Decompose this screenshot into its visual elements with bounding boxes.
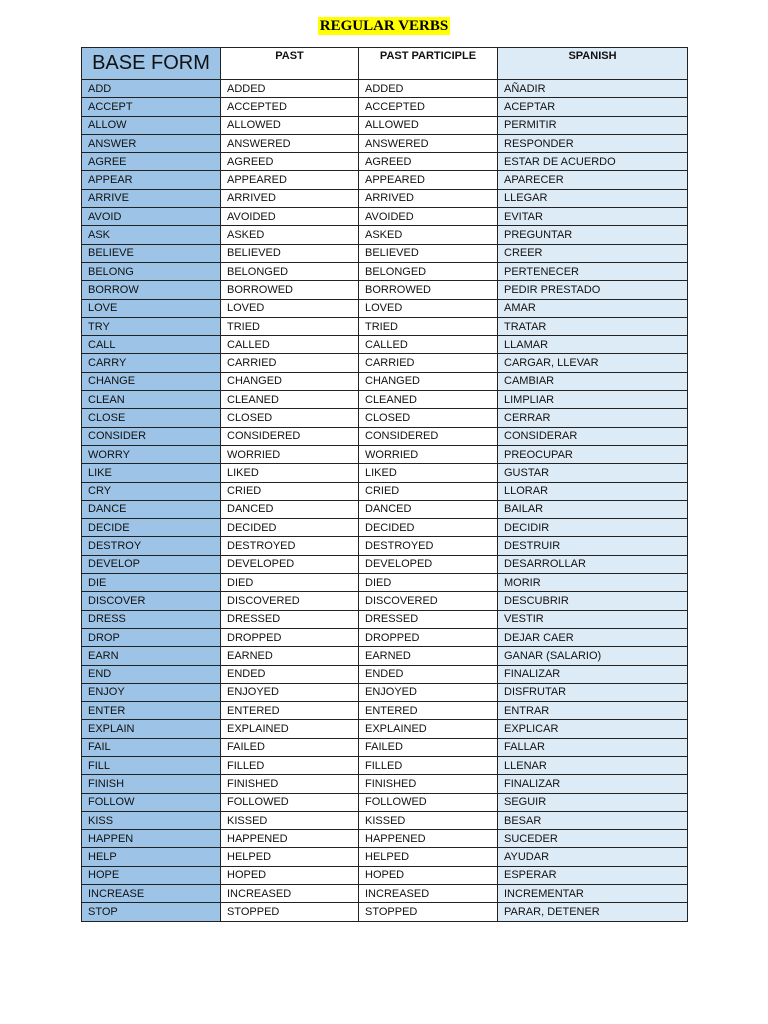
table-row bbox=[82, 244, 688, 262]
cell-spanish: CERRAR bbox=[498, 409, 688, 427]
table-row bbox=[82, 519, 688, 537]
cell-past: CONSIDERED bbox=[221, 427, 359, 445]
cell-past: DECIDED bbox=[221, 519, 359, 537]
cell-past-participle: ALLOWED bbox=[359, 116, 498, 134]
cell-past-participle: EARNED bbox=[359, 647, 498, 665]
cell-past-participle: DROPPED bbox=[359, 628, 498, 646]
cell-spanish: BESAR bbox=[498, 811, 688, 829]
cell-past: BELIEVED bbox=[221, 244, 359, 262]
cell-past-participle: DIED bbox=[359, 574, 498, 592]
table-row bbox=[82, 738, 688, 756]
cell-past-participle: DRESSED bbox=[359, 610, 498, 628]
cell-spanish: PERMITIR bbox=[498, 116, 688, 134]
cell-past: CLOSED bbox=[221, 409, 359, 427]
cell-past-participle: DANCED bbox=[359, 500, 498, 518]
cell-past-participle: DEVELOPED bbox=[359, 555, 498, 573]
table-row bbox=[82, 98, 688, 116]
table-row bbox=[82, 427, 688, 445]
cell-past-participle: EXPLAINED bbox=[359, 720, 498, 738]
table-row bbox=[82, 116, 688, 134]
table-row bbox=[82, 281, 688, 299]
cell-base-form: DESTROY bbox=[82, 537, 221, 555]
cell-past-participle: CLOSED bbox=[359, 409, 498, 427]
cell-past-participle: BORROWED bbox=[359, 281, 498, 299]
table-row bbox=[82, 574, 688, 592]
cell-spanish: CARGAR, LLEVAR bbox=[498, 354, 688, 372]
table-row bbox=[82, 482, 688, 500]
table-row bbox=[82, 354, 688, 372]
column-header-spanish: SPANISH bbox=[498, 48, 688, 80]
cell-past: STOPPED bbox=[221, 903, 359, 921]
cell-spanish: BAILAR bbox=[498, 500, 688, 518]
cell-past: KISSED bbox=[221, 811, 359, 829]
cell-past-participle: FOLLOWED bbox=[359, 793, 498, 811]
cell-past-participle: BELIEVED bbox=[359, 244, 498, 262]
cell-base-form: DISCOVER bbox=[82, 592, 221, 610]
cell-base-form: END bbox=[82, 665, 221, 683]
cell-past: EARNED bbox=[221, 647, 359, 665]
cell-base-form: BELONG bbox=[82, 262, 221, 280]
cell-past-participle: ENTERED bbox=[359, 702, 498, 720]
cell-past: ENDED bbox=[221, 665, 359, 683]
table-row bbox=[82, 683, 688, 701]
cell-spanish: AYUDAR bbox=[498, 848, 688, 866]
cell-base-form: BORROW bbox=[82, 281, 221, 299]
cell-past-participle: BELONGED bbox=[359, 262, 498, 280]
cell-past: DANCED bbox=[221, 500, 359, 518]
table-row bbox=[82, 537, 688, 555]
cell-past: ACCEPTED bbox=[221, 98, 359, 116]
cell-base-form: DECIDE bbox=[82, 519, 221, 537]
cell-spanish: GANAR (SALARIO) bbox=[498, 647, 688, 665]
cell-spanish: INCREMENTAR bbox=[498, 885, 688, 903]
cell-base-form: EARN bbox=[82, 647, 221, 665]
cell-base-form: FILL bbox=[82, 756, 221, 774]
table-row bbox=[82, 647, 688, 665]
cell-past: FAILED bbox=[221, 738, 359, 756]
cell-past: CRIED bbox=[221, 482, 359, 500]
cell-past: DIED bbox=[221, 574, 359, 592]
table-body bbox=[82, 80, 688, 922]
cell-past: CALLED bbox=[221, 336, 359, 354]
cell-past-participle: DESTROYED bbox=[359, 537, 498, 555]
table-row bbox=[82, 134, 688, 152]
cell-past-participle: APPEARED bbox=[359, 171, 498, 189]
cell-past-participle: TRIED bbox=[359, 317, 498, 335]
cell-past-participle: CARRIED bbox=[359, 354, 498, 372]
column-header-base-form: BASE FORM bbox=[82, 48, 221, 80]
cell-base-form: FOLLOW bbox=[82, 793, 221, 811]
cell-past-participle: CLEANED bbox=[359, 391, 498, 409]
cell-base-form: BELIEVE bbox=[82, 244, 221, 262]
table-row bbox=[82, 80, 688, 98]
cell-base-form: HELP bbox=[82, 848, 221, 866]
table-row bbox=[82, 409, 688, 427]
cell-past: ENJOYED bbox=[221, 683, 359, 701]
cell-spanish: DECIDIR bbox=[498, 519, 688, 537]
cell-past-participle: ARRIVED bbox=[359, 189, 498, 207]
table-row bbox=[82, 775, 688, 793]
cell-base-form: HOPE bbox=[82, 866, 221, 884]
cell-past: LOVED bbox=[221, 299, 359, 317]
cell-base-form: INCREASE bbox=[82, 885, 221, 903]
cell-past: INCREASED bbox=[221, 885, 359, 903]
cell-base-form: FAIL bbox=[82, 738, 221, 756]
cell-past: AVOIDED bbox=[221, 208, 359, 226]
cell-past-participle: ADDED bbox=[359, 80, 498, 98]
table-row bbox=[82, 665, 688, 683]
cell-spanish: LIMPLIAR bbox=[498, 391, 688, 409]
cell-past-participle: AGREED bbox=[359, 153, 498, 171]
cell-spanish: CAMBIAR bbox=[498, 372, 688, 390]
table-row bbox=[82, 610, 688, 628]
cell-base-form: FINISH bbox=[82, 775, 221, 793]
cell-base-form: DROP bbox=[82, 628, 221, 646]
cell-base-form: AGREE bbox=[82, 153, 221, 171]
cell-spanish: DISFRUTAR bbox=[498, 683, 688, 701]
table-row bbox=[82, 189, 688, 207]
cell-past-participle: ACCEPTED bbox=[359, 98, 498, 116]
cell-spanish: FALLAR bbox=[498, 738, 688, 756]
cell-spanish: ENTRAR bbox=[498, 702, 688, 720]
cell-past: FILLED bbox=[221, 756, 359, 774]
cell-base-form: TRY bbox=[82, 317, 221, 335]
cell-past: ARRIVED bbox=[221, 189, 359, 207]
cell-past-participle: FINISHED bbox=[359, 775, 498, 793]
cell-spanish: AÑADIR bbox=[498, 80, 688, 98]
cell-base-form: ASK bbox=[82, 226, 221, 244]
cell-past: BELONGED bbox=[221, 262, 359, 280]
cell-base-form: ALLOW bbox=[82, 116, 221, 134]
cell-past: TRIED bbox=[221, 317, 359, 335]
cell-spanish: LLORAR bbox=[498, 482, 688, 500]
cell-past-participle: HOPED bbox=[359, 866, 498, 884]
cell-spanish: DESARROLLAR bbox=[498, 555, 688, 573]
table-row bbox=[82, 317, 688, 335]
cell-past-participle: AVOIDED bbox=[359, 208, 498, 226]
table-row bbox=[82, 500, 688, 518]
cell-past-participle: ASKED bbox=[359, 226, 498, 244]
cell-spanish: APARECER bbox=[498, 171, 688, 189]
cell-past: AGREED bbox=[221, 153, 359, 171]
cell-past-participle: HELPED bbox=[359, 848, 498, 866]
cell-past: DROPPED bbox=[221, 628, 359, 646]
cell-base-form: DANCE bbox=[82, 500, 221, 518]
cell-spanish: TRATAR bbox=[498, 317, 688, 335]
cell-spanish: ESPERAR bbox=[498, 866, 688, 884]
cell-past-participle: STOPPED bbox=[359, 903, 498, 921]
cell-base-form: LOVE bbox=[82, 299, 221, 317]
table-row bbox=[82, 592, 688, 610]
table-row bbox=[82, 336, 688, 354]
table-row bbox=[82, 153, 688, 171]
cell-past: ALLOWED bbox=[221, 116, 359, 134]
table-row bbox=[82, 208, 688, 226]
cell-spanish: EVITAR bbox=[498, 208, 688, 226]
cell-past-participle: LIKED bbox=[359, 464, 498, 482]
cell-past: DISCOVERED bbox=[221, 592, 359, 610]
table-row bbox=[82, 903, 688, 921]
table-row bbox=[82, 171, 688, 189]
cell-base-form: CLEAN bbox=[82, 391, 221, 409]
table-row bbox=[82, 848, 688, 866]
cell-spanish: RESPONDER bbox=[498, 134, 688, 152]
cell-past-participle: CALLED bbox=[359, 336, 498, 354]
table-row bbox=[82, 299, 688, 317]
cell-spanish: ESTAR DE ACUERDO bbox=[498, 153, 688, 171]
cell-past-participle: DECIDED bbox=[359, 519, 498, 537]
cell-spanish: DESTRUIR bbox=[498, 537, 688, 555]
cell-past: APPEARED bbox=[221, 171, 359, 189]
cell-past: CARRIED bbox=[221, 354, 359, 372]
cell-base-form: AVOID bbox=[82, 208, 221, 226]
cell-spanish: ACEPTAR bbox=[498, 98, 688, 116]
cell-spanish: CREER bbox=[498, 244, 688, 262]
table-row bbox=[82, 464, 688, 482]
cell-past: WORRIED bbox=[221, 445, 359, 463]
cell-past-participle: HAPPENED bbox=[359, 830, 498, 848]
table-row bbox=[82, 391, 688, 409]
table-row bbox=[82, 702, 688, 720]
cell-spanish: CONSIDERAR bbox=[498, 427, 688, 445]
cell-past: DEVELOPED bbox=[221, 555, 359, 573]
cell-past: BORROWED bbox=[221, 281, 359, 299]
table-row bbox=[82, 866, 688, 884]
cell-past-participle: CHANGED bbox=[359, 372, 498, 390]
cell-base-form: ENTER bbox=[82, 702, 221, 720]
table-row bbox=[82, 756, 688, 774]
cell-spanish: PEDIR PRESTADO bbox=[498, 281, 688, 299]
cell-past: CLEANED bbox=[221, 391, 359, 409]
table-row bbox=[82, 830, 688, 848]
cell-past-participle: FILLED bbox=[359, 756, 498, 774]
cell-spanish: LLEGAR bbox=[498, 189, 688, 207]
cell-base-form: ACCEPT bbox=[82, 98, 221, 116]
cell-base-form: STOP bbox=[82, 903, 221, 921]
cell-spanish: PERTENECER bbox=[498, 262, 688, 280]
cell-spanish: FINALIZAR bbox=[498, 775, 688, 793]
table-row bbox=[82, 885, 688, 903]
column-header-past: PAST bbox=[221, 48, 359, 80]
cell-past: ADDED bbox=[221, 80, 359, 98]
verbs-table bbox=[81, 47, 688, 922]
cell-base-form: HAPPEN bbox=[82, 830, 221, 848]
cell-base-form: CARRY bbox=[82, 354, 221, 372]
cell-past: LIKED bbox=[221, 464, 359, 482]
cell-spanish: MORIR bbox=[498, 574, 688, 592]
cell-base-form: APPEAR bbox=[82, 171, 221, 189]
cell-past: ANSWERED bbox=[221, 134, 359, 152]
cell-spanish: PREGUNTAR bbox=[498, 226, 688, 244]
page-title-text: REGULAR VERBS bbox=[319, 18, 449, 34]
table-row bbox=[82, 793, 688, 811]
cell-spanish: LLENAR bbox=[498, 756, 688, 774]
cell-past: DESTROYED bbox=[221, 537, 359, 555]
table-row bbox=[82, 445, 688, 463]
cell-past: ASKED bbox=[221, 226, 359, 244]
cell-base-form: WORRY bbox=[82, 445, 221, 463]
cell-spanish: SUCEDER bbox=[498, 830, 688, 848]
cell-spanish: DESCUBRIR bbox=[498, 592, 688, 610]
cell-past: HAPPENED bbox=[221, 830, 359, 848]
cell-spanish: PREOCUPAR bbox=[498, 445, 688, 463]
cell-past-participle: LOVED bbox=[359, 299, 498, 317]
table-row bbox=[82, 720, 688, 738]
table-row bbox=[82, 262, 688, 280]
cell-past: EXPLAINED bbox=[221, 720, 359, 738]
cell-base-form: EXPLAIN bbox=[82, 720, 221, 738]
cell-spanish: FINALIZAR bbox=[498, 665, 688, 683]
cell-past-participle: ANSWERED bbox=[359, 134, 498, 152]
cell-past-participle: ENDED bbox=[359, 665, 498, 683]
cell-base-form: CHANGE bbox=[82, 372, 221, 390]
cell-base-form: CALL bbox=[82, 336, 221, 354]
cell-base-form: LIKE bbox=[82, 464, 221, 482]
cell-spanish: AMAR bbox=[498, 299, 688, 317]
cell-base-form: ADD bbox=[82, 80, 221, 98]
cell-past: ENTERED bbox=[221, 702, 359, 720]
cell-past-participle: DISCOVERED bbox=[359, 592, 498, 610]
cell-spanish: GUSTAR bbox=[498, 464, 688, 482]
cell-base-form: KISS bbox=[82, 811, 221, 829]
table-header-row bbox=[82, 48, 688, 80]
cell-spanish: EXPLICAR bbox=[498, 720, 688, 738]
table-row bbox=[82, 372, 688, 390]
cell-past-participle: WORRIED bbox=[359, 445, 498, 463]
cell-base-form: ENJOY bbox=[82, 683, 221, 701]
cell-past: FOLLOWED bbox=[221, 793, 359, 811]
cell-past: HELPED bbox=[221, 848, 359, 866]
cell-base-form: CONSIDER bbox=[82, 427, 221, 445]
cell-base-form: DRESS bbox=[82, 610, 221, 628]
cell-past: CHANGED bbox=[221, 372, 359, 390]
cell-past-participle: CRIED bbox=[359, 482, 498, 500]
cell-spanish: SEGUIR bbox=[498, 793, 688, 811]
table-row bbox=[82, 811, 688, 829]
table-row bbox=[82, 555, 688, 573]
table-row bbox=[82, 628, 688, 646]
column-header-past-participle: PAST PARTICIPLE bbox=[359, 48, 498, 80]
cell-spanish: PARAR, DETENER bbox=[498, 903, 688, 921]
cell-spanish: LLAMAR bbox=[498, 336, 688, 354]
cell-past-participle: CONSIDERED bbox=[359, 427, 498, 445]
cell-base-form: DEVELOP bbox=[82, 555, 221, 573]
table-row bbox=[82, 226, 688, 244]
cell-base-form: ARRIVE bbox=[82, 189, 221, 207]
cell-past-participle: KISSED bbox=[359, 811, 498, 829]
cell-base-form: CLOSE bbox=[82, 409, 221, 427]
page-title bbox=[0, 17, 768, 35]
cell-past-participle: ENJOYED bbox=[359, 683, 498, 701]
cell-past: FINISHED bbox=[221, 775, 359, 793]
cell-spanish: DEJAR CAER bbox=[498, 628, 688, 646]
cell-past: HOPED bbox=[221, 866, 359, 884]
cell-base-form: DIE bbox=[82, 574, 221, 592]
cell-past-participle: FAILED bbox=[359, 738, 498, 756]
cell-spanish: VESTIR bbox=[498, 610, 688, 628]
cell-base-form: ANSWER bbox=[82, 134, 221, 152]
cell-base-form: CRY bbox=[82, 482, 221, 500]
cell-past: DRESSED bbox=[221, 610, 359, 628]
cell-past-participle: INCREASED bbox=[359, 885, 498, 903]
